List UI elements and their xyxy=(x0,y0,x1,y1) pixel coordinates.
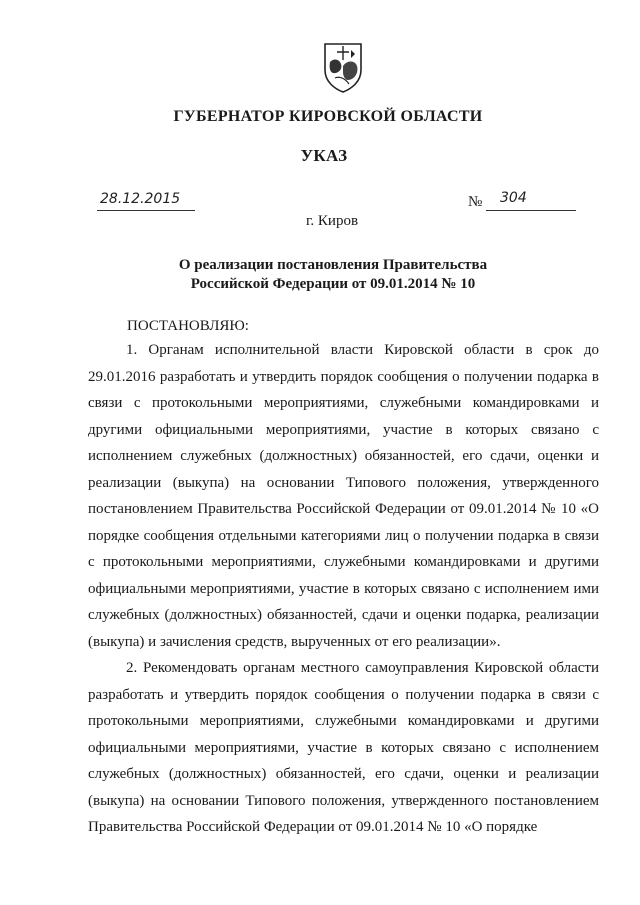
city: г. Киров xyxy=(305,213,359,229)
subject-line-2: Российской Федерации от 09.01.2014 № 10 xyxy=(190,276,476,292)
decree-number: 304 xyxy=(500,190,527,206)
subject-line-1: О реализации постановления Правительства xyxy=(178,257,488,273)
document-type: УКАЗ xyxy=(300,146,348,165)
authority-title: ГУБЕРНАТОР КИРОВСКОЙ ОБЛАСТИ xyxy=(173,108,483,125)
date-underline xyxy=(97,210,195,211)
paragraph-2: 2. Рекомендовать органам местного самоуправления Кировской области разработать и утвердить порядок сообщения о получении подарка в связи с протокольными мероприятиями, служебными командировками и другими официальными мероприятиями, участие в которых связано с исполнением служебных (должностных) обязанностей, его сдачи, оценки и реализации (выкупа) на основании Типового положения, утвержденного постановлением Правительства Российской Федерации от 09.01.2014 № 10 «О порядке xyxy=(88,660,599,835)
paragraph-1: 1. Органам исполнительной власти Кировской области в срок до 29.01.2016 разработать и утвердить порядок сообщения о получении подарка в связи с протокольными мероприятиями, служебными командировками и другими официальными мероприятиями, участие в которых связано с исполнением служебных (должностных) обязанностей, его сдачи, оценки и реализации (выкупа) на основании Типового положения, утвержденного постановлением Правительства Российской Федерации от 09.01.2014 № 10 «О порядке сообщения отдельными категориями лиц о получении подарка в связи с протокольными мероприятиями, служебными командировками и другими официальными мероприятиями, участие в которых связано с исполнением ими служебных (должностных) обязанностей, сдачи и оценки подарка, реализации (выкупа) и зачисления средств, вырученных от его реализации». xyxy=(88,342,599,650)
number-label: № xyxy=(468,194,483,210)
number-underline xyxy=(486,210,576,211)
coat-of-arms-icon xyxy=(321,40,365,94)
decree-date: 28.12.2015 xyxy=(100,191,181,207)
decree-word: ПОСТАНОВЛЯЮ: xyxy=(127,318,249,334)
decree-body xyxy=(88,337,599,841)
decree-subject xyxy=(0,256,640,294)
